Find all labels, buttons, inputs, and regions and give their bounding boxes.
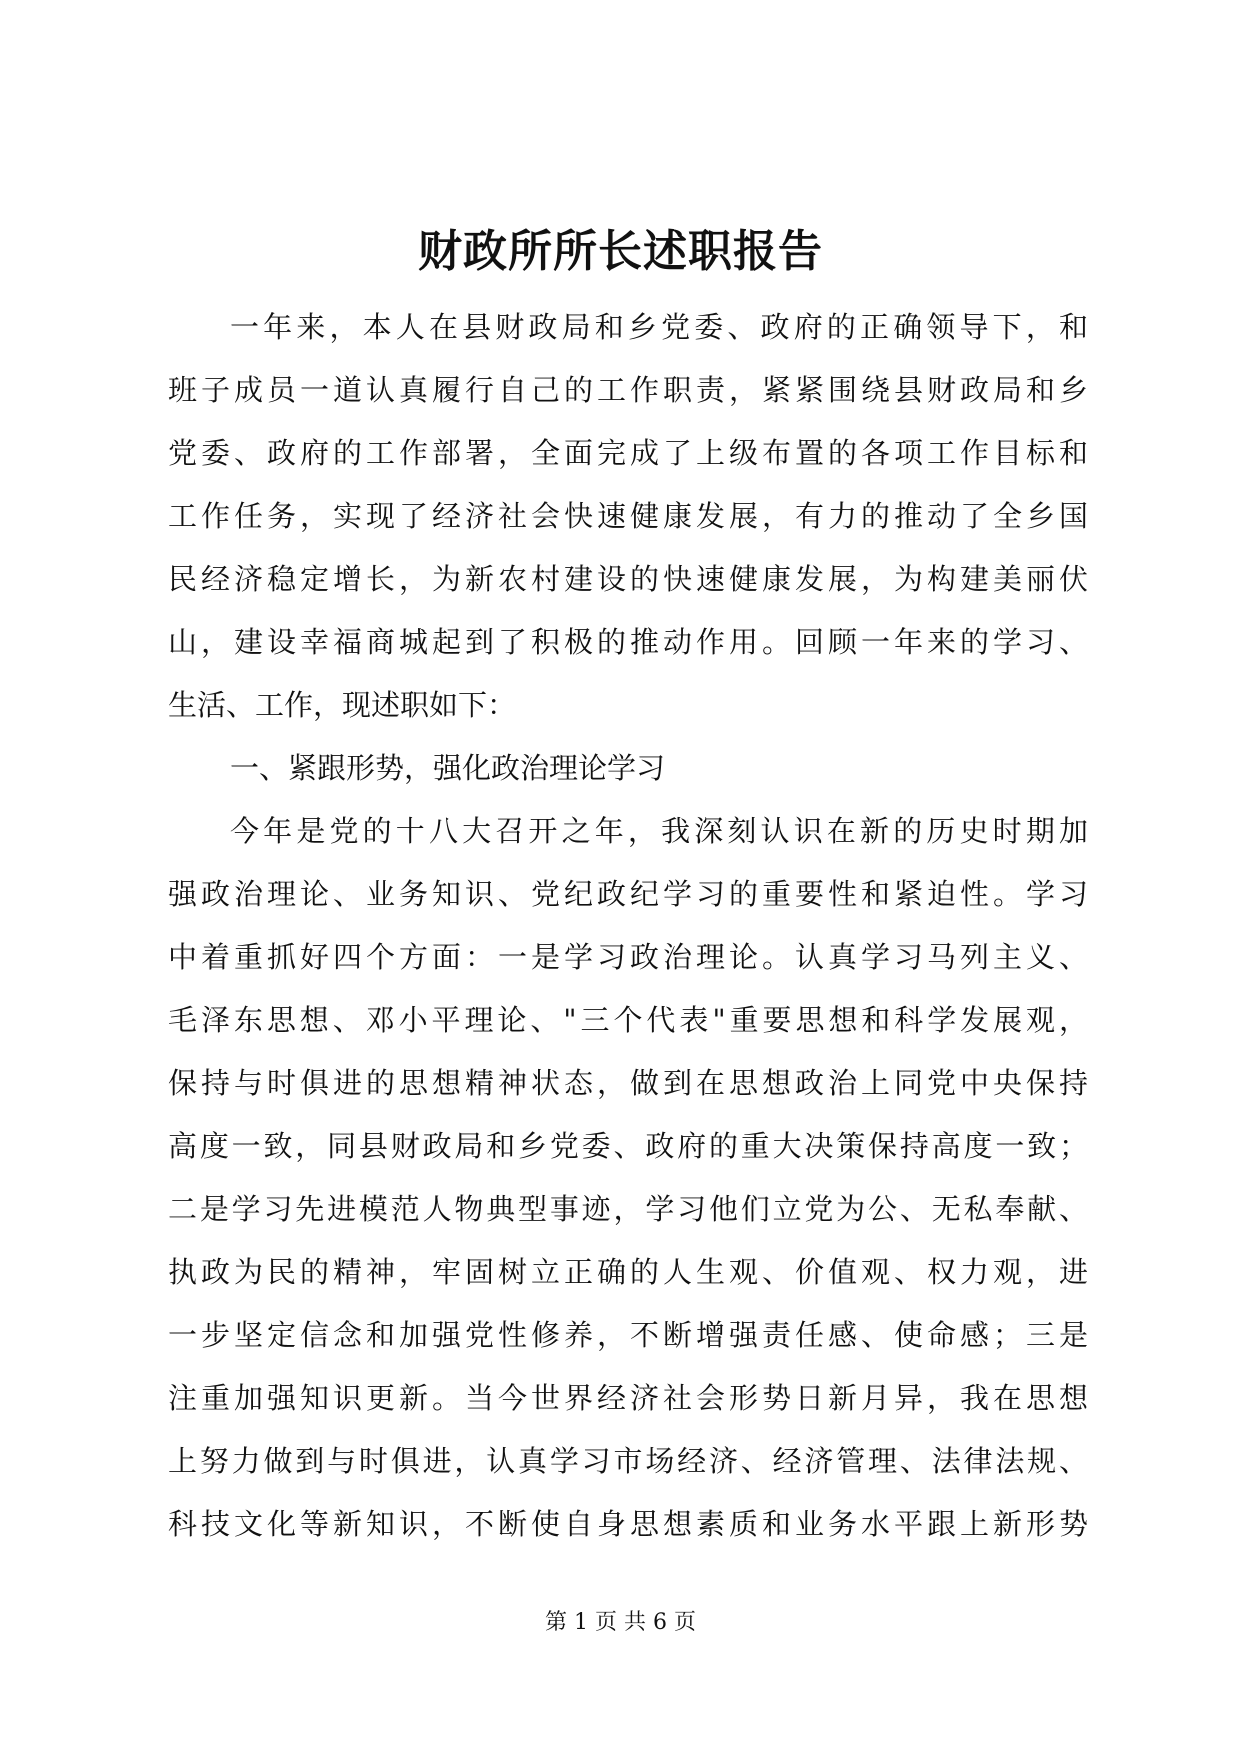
paragraph-line: 工作任务，实现了经济社会快速健康发展，有力的推动了全乡国 (168, 499, 1088, 533)
paragraph-line: 民经济稳定增长，为新农村建设的快速健康发展，为构建美丽伏 (168, 562, 1088, 596)
paragraph-line: 一步坚定信念和加强党性修养，不断增强责任感、使命感；三是 (168, 1318, 1088, 1352)
paragraph-line: 科技文化等新知识，不断使自身思想素质和业务水平跟上新形势 (168, 1507, 1088, 1541)
paragraph-line: 高度一致，同县财政局和乡党委、政府的重大决策保持高度一致； (168, 1129, 1088, 1163)
document-body (168, 296, 1088, 1556)
paragraph-line: 一年来，本人在县财政局和乡党委、政府的正确领导下，和 (230, 310, 1088, 344)
paragraph-line: 山，建设幸福商城起到了积极的推动作用。回顾一年来的学习、 (168, 625, 1088, 659)
paragraph-line: 中着重抓好四个方面：一是学习政治理论。认真学习马列主义、 (168, 940, 1088, 974)
paragraph-line: 班子成员一道认真履行自己的工作职责，紧紧围绕县财政局和乡 (168, 373, 1088, 407)
section-heading: 一、紧跟形势，强化政治理论学习 (230, 751, 666, 785)
paragraph-line: 二是学习先进模范人物典型事迹，学习他们立党为公、无私奉献、 (168, 1192, 1088, 1226)
paragraph-line: 执政为民的精神，牢固树立正确的人生观、价值观、权力观，进 (168, 1255, 1088, 1289)
paragraph-line: 上努力做到与时俱进，认真学习市场经济、经济管理、法律法规、 (168, 1444, 1088, 1478)
document-title: 财政所所长述职报告 (418, 226, 823, 277)
paragraph-line: 保持与时俱进的思想精神状态，做到在思想政治上同党中央保持 (168, 1066, 1088, 1100)
paragraph-line: 今年是党的十八大召开之年，我深刻认识在新的历史时期加 (230, 814, 1088, 848)
paragraph-line: 生活、工作，现述职如下： (168, 688, 517, 722)
paragraph-line: 党委、政府的工作部署，全面完成了上级布置的各项工作目标和 (168, 436, 1088, 470)
page-number: 第 1 页 共 6 页 (545, 1610, 696, 1635)
paragraph-line: 强政治理论、业务知识、党纪政纪学习的重要性和紧迫性。学习 (168, 877, 1088, 911)
paragraph-line: 毛泽东思想、邓小平理论、"三个代表"重要思想和科学发展观， (168, 1003, 1088, 1037)
paragraph-line: 注重加强知识更新。当今世界经济社会形势日新月异，我在思想 (168, 1381, 1088, 1415)
